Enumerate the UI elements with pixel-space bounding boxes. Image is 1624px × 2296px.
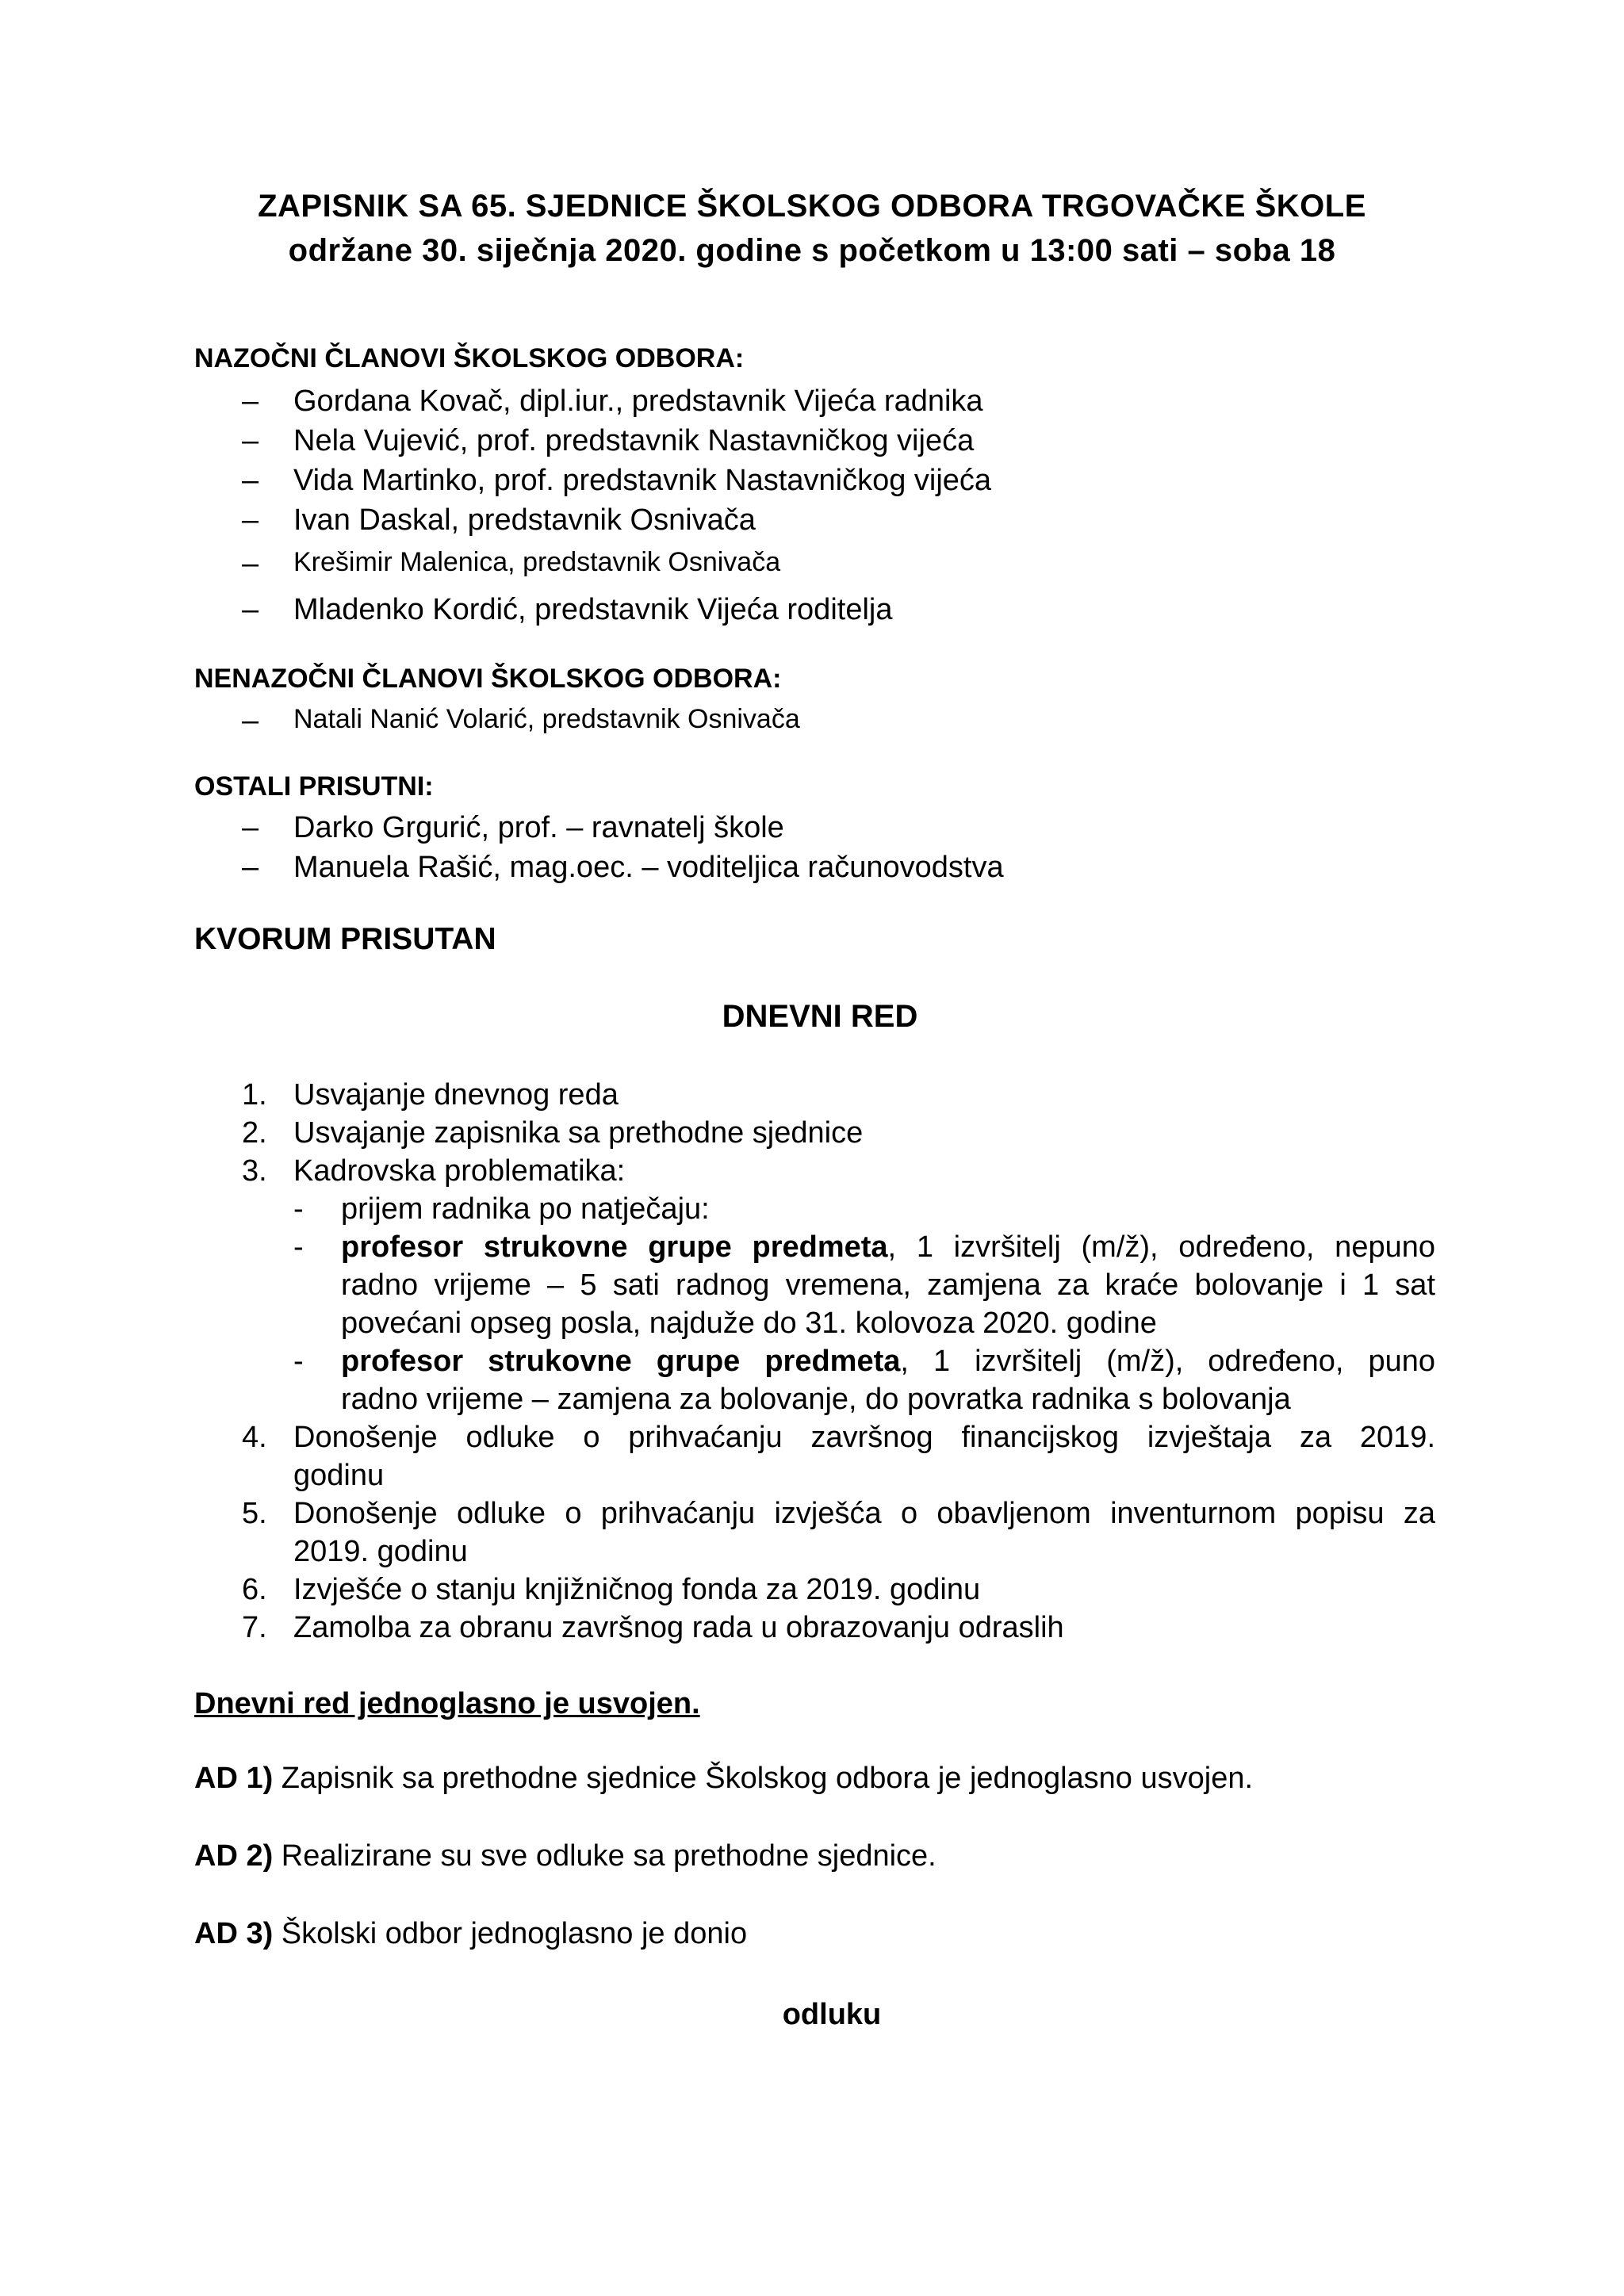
member-name: Darko Grgurić, prof. – ravnatelj škole	[293, 811, 784, 844]
dash-bullet: –	[242, 503, 259, 537]
dash-bullet: -	[293, 1345, 304, 1378]
present-members-heading: NAZOČNI ČLANOVI ŠKOLSKOG ODBORA:	[194, 343, 745, 373]
position-details: , 1 izvršitelj (m/ž), određeno, nepuno	[887, 1230, 1435, 1264]
dash-bullet: –	[242, 385, 259, 418]
agenda-item-text: Usvajanje dnevnog reda	[293, 1078, 619, 1112]
agenda-item-text: Kadrovska problematika:	[293, 1154, 626, 1188]
quorum-heading: KVORUM PRISUTAN	[194, 922, 496, 956]
member-name: Natali Nanić Volarić, predstavnik Osnivača	[293, 704, 800, 734]
agenda-heading: DNEVNI RED	[722, 999, 918, 1034]
position-title: profesor strukovne grupe predmeta	[341, 1345, 901, 1378]
agenda-item-number: 6.	[242, 1573, 267, 1606]
ad-paragraph	[194, 1839, 936, 1873]
agenda-item-text: 2019. godinu	[293, 1535, 468, 1568]
agenda-subitem-line-3: povećani opseg posla, najduže do 31. kolovoza 2020. godine	[341, 1307, 1157, 1340]
dash-bullet: –	[242, 464, 259, 497]
agenda-adopted-note: Dnevni red jednoglasno je usvojen.	[194, 1687, 700, 1720]
dash-bullet: –	[242, 704, 259, 737]
agenda-item-number: 2.	[242, 1116, 267, 1150]
agenda-item-number: 5.	[242, 1497, 267, 1530]
agenda-item-number: 1.	[242, 1078, 267, 1112]
agenda-item-text: Donošenje odluke o prihvaćanju izvješća o obavljenom inventurnom popisu za	[293, 1497, 1435, 1530]
ad-text: Školski odbor jednoglasno je donio	[273, 1917, 748, 1950]
member-name: Ivan Daskal, predstavnik Osnivača	[293, 503, 756, 537]
ad-paragraph	[194, 1762, 1253, 1796]
ad-label: AD 1)	[194, 1762, 274, 1795]
ad-paragraph	[194, 1917, 747, 1951]
agenda-item-text: Usvajanje zapisnika sa prethodne sjednice	[293, 1116, 864, 1150]
ad-label: AD 3)	[194, 1917, 274, 1950]
document-title-line-2: održane 30. siječnja 2020. godine s početkom u 13:00 sati – soba 18	[288, 233, 1336, 268]
agenda-subitem-text: prijem radnika po natječaju:	[341, 1192, 710, 1226]
dash-bullet: –	[242, 547, 259, 580]
absent-members-heading: NENAZOČNI ČLANOVI ŠKOLSKOG ODBORA:	[194, 664, 782, 694]
agenda-item-text: Izvješće o stanju knjižničnog fonda za 2019. godinu	[293, 1573, 981, 1606]
document-title-line-1: ZAPISNIK SA 65. SJEDNICE ŠKOLSKOG ODBORA TRGOVAČKE ŠKOLE	[258, 189, 1366, 224]
agenda-item-text: godinu	[293, 1459, 385, 1492]
agenda-subitem-line-2: radno vrijeme – zamjena za bolovanje, do povratka radnika s bolovanja	[341, 1383, 1291, 1416]
dash-bullet: –	[242, 593, 259, 626]
agenda-item-number: 4.	[242, 1421, 267, 1454]
dash-bullet: -	[293, 1230, 304, 1264]
dash-bullet: –	[242, 424, 259, 457]
agenda-item-number: 7.	[242, 1611, 267, 1644]
position-details: , 1 izvršitelj (m/ž), određeno, puno	[900, 1345, 1435, 1378]
ad-text: Realizirane su sve odluke sa prethodne sjednice.	[273, 1839, 936, 1873]
dash-bullet: –	[242, 811, 259, 844]
agenda-subitem-line-1	[341, 1345, 1435, 1379]
dash-bullet: -	[293, 1192, 304, 1226]
ad-text: Zapisnik sa prethodne sjednice Školskog odbora je jednoglasno usvojen.	[273, 1762, 1254, 1795]
agenda-subitem-line-1	[341, 1230, 1435, 1265]
member-name: Gordana Kovač, dipl.iur., predstavnik Vijeća radnika	[293, 385, 983, 418]
member-name: Krešimir Malenica, predstavnik Osnivača	[293, 547, 781, 577]
member-name: Mladenko Kordić, predstavnik Vijeća roditelja	[293, 593, 893, 626]
others-present-heading: OSTALI PRISUTNI:	[194, 771, 434, 802]
agenda-item-text: Donošenje odluke o prihvaćanju završnog financijskog izvještaja za 2019.	[293, 1421, 1435, 1454]
agenda-item-number: 3.	[242, 1154, 267, 1188]
agenda-item-text: Zamolba za obranu završnog rada u obrazovanju odraslih	[293, 1611, 1064, 1644]
dash-bullet: –	[242, 851, 259, 884]
position-title: profesor strukovne grupe predmeta	[341, 1230, 888, 1264]
agenda-subitem-line-2: radno vrijeme – 5 sati radnog vremena, zamjena za kraće bolovanje i 1 sat	[341, 1269, 1435, 1302]
member-name: Manuela Rašić, mag.oec. – voditeljica računovodstva	[293, 851, 1004, 884]
ad-label: AD 2)	[194, 1839, 274, 1873]
member-name: Vida Martinko, prof. predstavnik Nastavničkog vijeća	[293, 464, 992, 497]
member-name: Nela Vujević, prof. predstavnik Nastavničkog vijeća	[293, 424, 975, 457]
decision-heading: odluku	[782, 1998, 882, 2031]
